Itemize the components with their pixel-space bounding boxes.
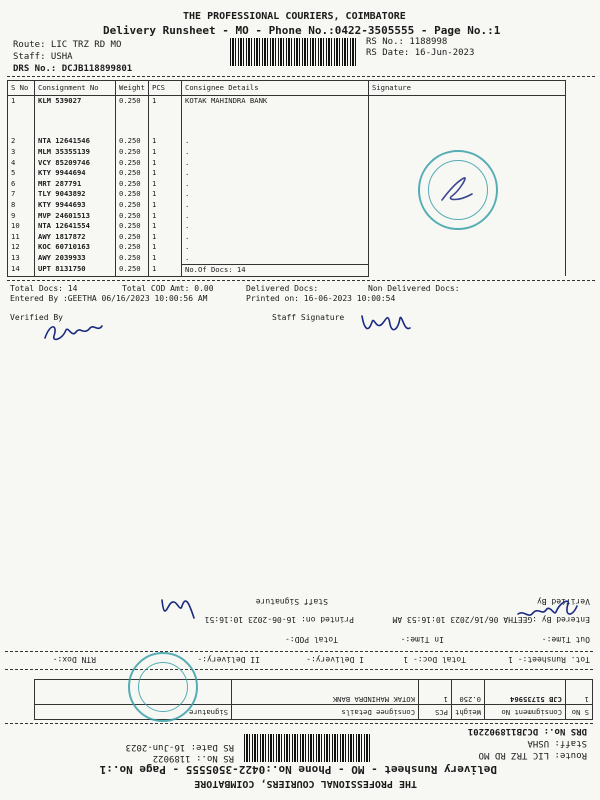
cell-sno: 5 xyxy=(8,168,35,179)
verified-by-label: Verified By xyxy=(10,313,63,322)
cell-sno: 1 xyxy=(8,96,35,137)
rs-date: RS Date: 16-Jun-2023 xyxy=(125,742,234,752)
consignment-table xyxy=(34,679,593,720)
cell-weight: 0.250 xyxy=(116,168,149,179)
runsheet-subtitle: Delivery Runsheet - MO - Phone No.:0422-3505555 - Page No.:1 xyxy=(103,24,501,37)
cell-sno: 14 xyxy=(8,264,35,276)
cell-consignment-no: CJB 51735964 xyxy=(485,680,566,705)
col-consignee-details: Consignee Details xyxy=(232,705,419,720)
cell-weight: 0.250 xyxy=(116,136,149,147)
col-sno: S No xyxy=(566,705,593,720)
cell-consignee-details: . xyxy=(182,136,369,147)
barcode xyxy=(230,38,358,66)
printed-on: Printed on: 16-06-2023 10:16:51 xyxy=(204,615,354,624)
cell-sno: 11 xyxy=(8,232,35,243)
staff-signature-label: Staff Signature xyxy=(255,597,328,606)
out-time: Out Time:- xyxy=(541,635,590,644)
cell-consignment-no: NTA 12641554 xyxy=(35,221,116,232)
cell-pcs: 1 xyxy=(149,221,182,232)
cell-consignment-no: VCY 85209746 xyxy=(35,158,116,169)
cell-sno: 13 xyxy=(8,253,35,264)
cell-weight: 0.250 xyxy=(116,189,149,200)
drs-number: DRS No.: DCJB118899801 xyxy=(13,64,133,74)
cell-pcs: 1 xyxy=(149,264,182,276)
cell-pcs: 1 xyxy=(149,179,182,190)
cell-pcs: 1 xyxy=(419,680,452,705)
route-label: Route: LIC TRZ RD MO xyxy=(13,40,122,50)
verifier-signature xyxy=(40,318,110,346)
verifier-signature xyxy=(512,594,582,624)
runsheet-subtitle: Delivery Runsheet - MO - Phone No.:0422-3505555 - Page No.:1 xyxy=(99,763,497,776)
cell-consignee-details: . xyxy=(182,147,369,158)
cell-consignee-details: . xyxy=(182,179,369,190)
col-sno: S No xyxy=(8,81,35,96)
col-consignment-no: Consignment No xyxy=(485,705,566,720)
col-consignee-details: Consignee Details xyxy=(182,81,369,96)
rs-date: RS Date: 16-Jun-2023 xyxy=(366,48,475,58)
cell-pcs: 1 xyxy=(149,168,182,179)
cell-consignment-no: UPT 8131750 xyxy=(35,264,116,276)
staff-label: Staff: USHA xyxy=(13,52,73,62)
divider xyxy=(7,280,595,281)
col-signature: Signature xyxy=(369,81,566,96)
rs-number: RS No.: 1189022 xyxy=(152,753,234,763)
cell-consignee-details: . xyxy=(182,168,369,179)
cell-pcs: 1 xyxy=(149,96,182,137)
cell-weight: 0.250 xyxy=(116,211,149,222)
cell-pcs: 1 xyxy=(149,253,182,264)
cell-consignee-details: . xyxy=(182,232,369,243)
cell-consignee-details: . xyxy=(182,221,369,232)
non-delivered-docs: Non Delivered Docs: xyxy=(368,284,460,293)
cell-pcs: 1 xyxy=(149,136,182,147)
cell-sno: 8 xyxy=(8,200,35,211)
cell-consignment-no: KTY 9944694 xyxy=(35,168,116,179)
col-pcs: PCS xyxy=(419,705,452,720)
cell-consignment-no: TLY 9043892 xyxy=(35,189,116,200)
divider xyxy=(5,669,593,670)
cell-weight: 0.250 xyxy=(116,221,149,232)
cell-pcs: 1 xyxy=(149,189,182,200)
cell-pcs: 1 xyxy=(149,211,182,222)
col-pcs: PCS xyxy=(149,81,182,96)
company-title: THE PROFESSIONAL COURIERS, COIMBATORE xyxy=(183,11,406,22)
cell-consignment-no: KTY 9944693 xyxy=(35,200,116,211)
cell-weight: 0.250 xyxy=(116,96,149,137)
tot-runsheet: Tot. Runsheet:- 1 xyxy=(508,655,590,664)
barcode xyxy=(242,734,370,762)
cell-consignment-no: KOC 60710163 xyxy=(35,242,116,253)
staff-signature xyxy=(358,308,418,342)
cell-consignee-details: . xyxy=(182,158,369,169)
cell-weight: 0.250 xyxy=(116,232,149,243)
cell-weight: 0.250 xyxy=(452,680,485,705)
cell-consignment-no: AWY 2039933 xyxy=(35,253,116,264)
divider xyxy=(7,76,595,77)
staff-signature-label: Staff Signature xyxy=(272,313,345,322)
office-stamp xyxy=(418,150,498,230)
printed-on: Printed on: 16-06-2023 10:00:54 xyxy=(246,294,396,303)
entered-by: Entered By :GEETHA 06/16/2023 10:00:56 AM xyxy=(10,294,208,303)
cell-sno: 4 xyxy=(8,158,35,169)
cell-pcs: 1 xyxy=(149,158,182,169)
cell-sno: 6 xyxy=(8,179,35,190)
company-title: THE PROFESSIONAL COURIERS, COIMBATORE xyxy=(194,778,417,789)
cell-sno: 1 xyxy=(566,680,593,705)
staff-signature xyxy=(156,586,200,624)
in-time: In Time:- xyxy=(400,635,444,644)
cell-sno: 7 xyxy=(8,189,35,200)
cell-sno: 3 xyxy=(8,147,35,158)
total-cod-amount: Total COD Amt: 0.00 xyxy=(122,284,214,293)
cell-consignee-details: KOTAK MAHINDRA BANK xyxy=(232,680,419,705)
cell-pcs: 1 xyxy=(149,147,182,158)
divider xyxy=(5,723,593,724)
cell-pcs: 1 xyxy=(149,200,182,211)
divider xyxy=(5,651,593,652)
table-header-row xyxy=(8,81,566,96)
cell-consignment-no: MRT 287791 xyxy=(35,179,116,190)
cell-weight: 0.250 xyxy=(116,264,149,276)
total-doc: Total Doc:- 1 xyxy=(403,655,466,664)
cell-sno: 12 xyxy=(8,242,35,253)
cell-consignment-no: MLM 35355139 xyxy=(35,147,116,158)
total-pod: Total POD:- xyxy=(285,635,338,644)
table-row xyxy=(8,96,566,137)
i-delivery: I Delivery:- xyxy=(306,655,364,664)
cell-consignee-details: . xyxy=(182,242,369,253)
rs-number: RS No.: 1188998 xyxy=(366,37,448,47)
cell-weight: 0.250 xyxy=(116,200,149,211)
cell-sno: 10 xyxy=(8,221,35,232)
col-weight: Weight xyxy=(116,81,149,96)
cell-pcs: 1 xyxy=(149,242,182,253)
delivered-docs: Delivered Docs: xyxy=(246,284,319,293)
ii-delivery: II Delivery:- xyxy=(197,655,260,664)
cell-weight: 0.250 xyxy=(116,158,149,169)
col-signature: Signature xyxy=(35,705,232,720)
cell-consignee-details: KOTAK MAHINDRA BANK xyxy=(182,96,369,137)
col-weight: Weight xyxy=(452,705,485,720)
total-docs: Total Docs: 14 xyxy=(10,284,78,293)
cell-docs-count: No.Of Docs: 14 xyxy=(182,264,369,276)
cell-consignment-no: KLM 539027 xyxy=(35,96,116,137)
cell-consignment-no: MVP 24601513 xyxy=(35,211,116,222)
route-label: Route: LIC TRZ RD MO xyxy=(478,750,587,760)
cell-consignee-details: . xyxy=(182,211,369,222)
cell-consignee-details: . xyxy=(182,200,369,211)
staff-label: Staff: USHA xyxy=(527,738,587,748)
cell-sno: 2 xyxy=(8,136,35,147)
office-stamp xyxy=(128,652,198,722)
cell-weight: 0.250 xyxy=(116,242,149,253)
cell-sno: 9 xyxy=(8,211,35,222)
col-consignment-no: Consignment No xyxy=(35,81,116,96)
drs-number: DRS No.: DCJB118902201 xyxy=(467,726,587,736)
table-header-row xyxy=(35,705,593,720)
entered-by: Entered By :GEETHA 06/16/2023 10:16:53 AM xyxy=(392,615,590,624)
rtn-dox: RTN Dox:- xyxy=(52,655,96,664)
cell-consignment-no: NTA 12641546 xyxy=(35,136,116,147)
cell-consignee-details: . xyxy=(182,189,369,200)
table-row xyxy=(35,680,593,705)
cell-weight: 0.250 xyxy=(116,179,149,190)
verified-by-label: Verified By xyxy=(537,597,590,606)
runsheet-bottom-rotated xyxy=(0,400,600,800)
cell-weight: 0.250 xyxy=(116,253,149,264)
cell-pcs: 1 xyxy=(149,232,182,243)
cell-consignment-no: AWY 1817872 xyxy=(35,232,116,243)
cell-weight: 0.250 xyxy=(116,147,149,158)
cell-consignee-details: . xyxy=(182,253,369,264)
